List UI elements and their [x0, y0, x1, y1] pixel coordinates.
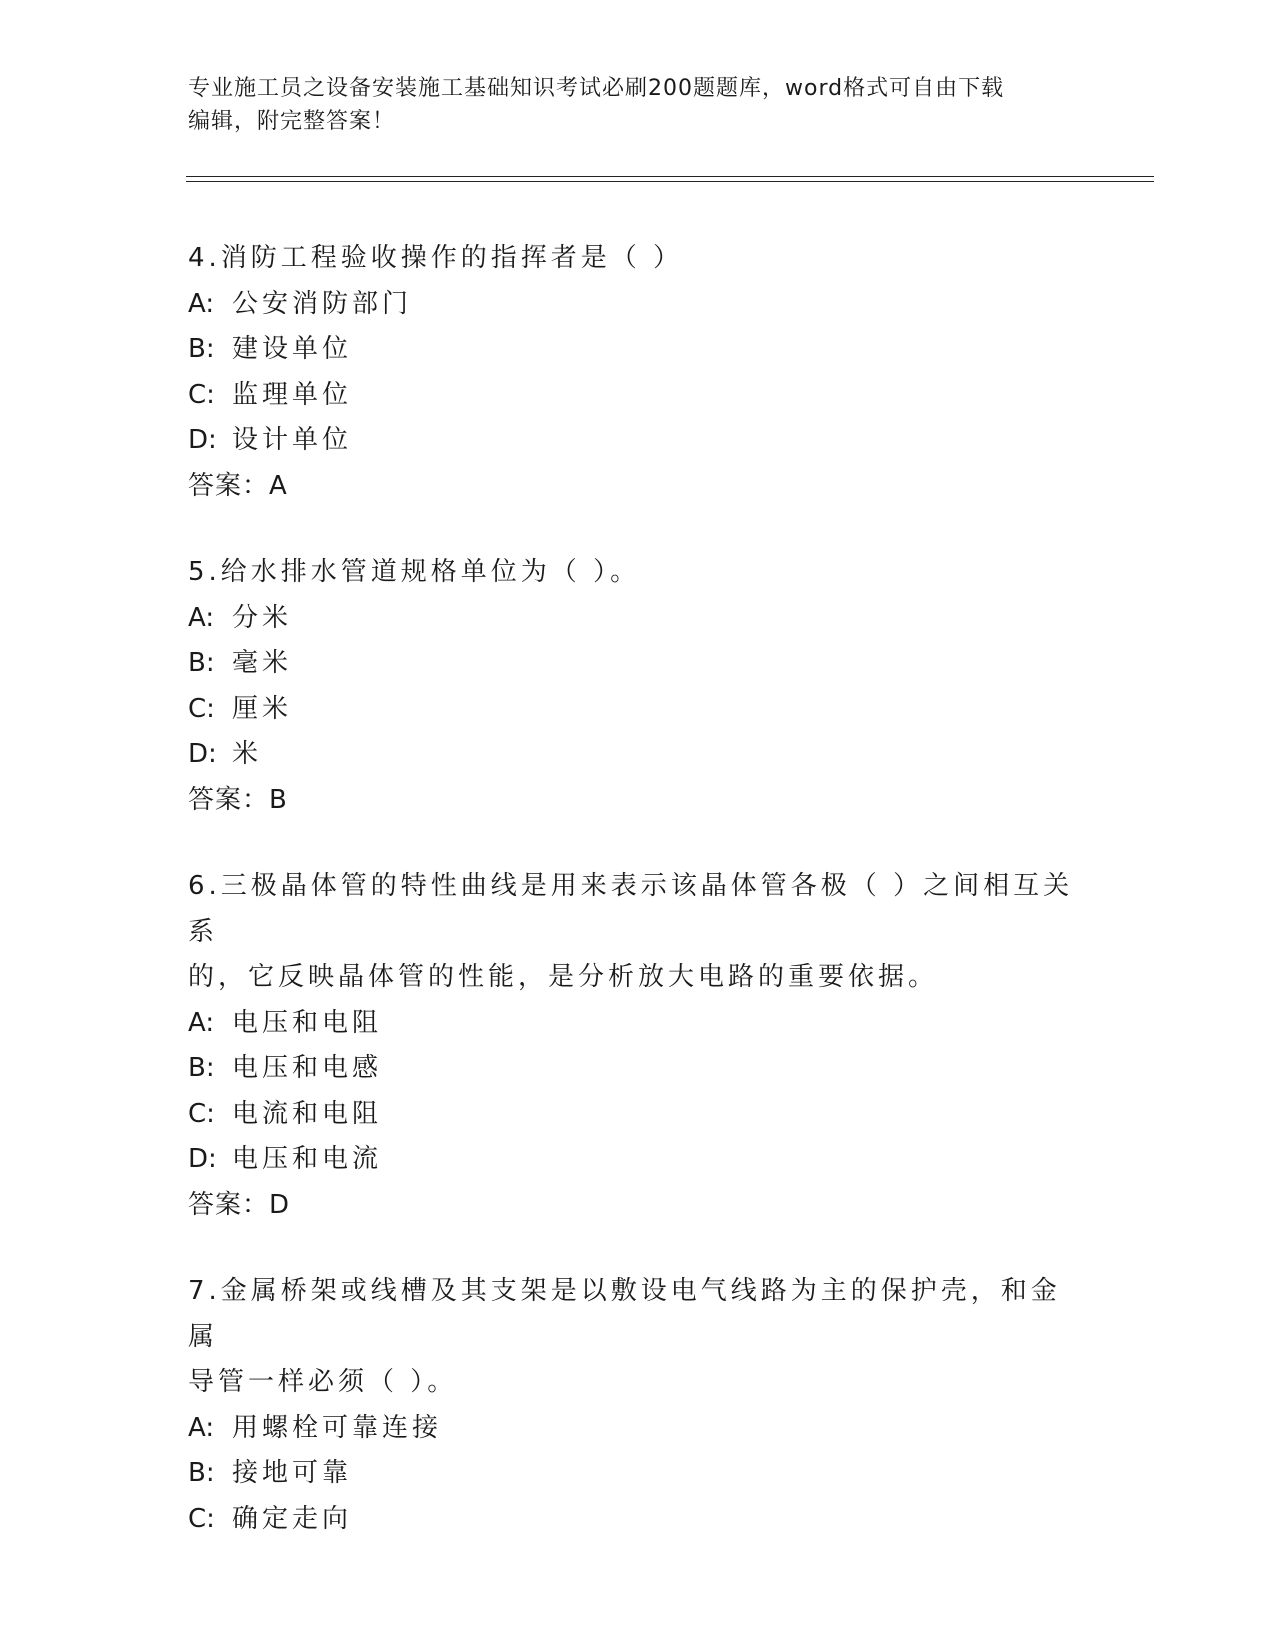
option-letter: B: [188, 648, 215, 678]
option-d [188, 418, 1088, 464]
option-text: 接地可靠 [232, 1458, 353, 1488]
answer-line: 答案：D [188, 1189, 291, 1220]
header-line-1: 专业施工员之设备安装施工基础知识考试必刷200题题库，word格式可自由下载 [188, 76, 1005, 101]
option-text: 米 [232, 739, 263, 769]
option-letter: D: [188, 1144, 217, 1174]
option-letter: D: [188, 739, 217, 769]
option-text: 电压和电感 [232, 1053, 383, 1083]
option-a [188, 596, 1088, 642]
option-text: 监理单位 [232, 379, 353, 410]
question-7 [188, 1269, 1088, 1542]
option-c [188, 687, 1088, 733]
option-b [188, 1046, 1088, 1092]
option-letter: B: [188, 1053, 215, 1083]
document-header [188, 72, 1088, 138]
option-letter: A: [188, 1007, 215, 1038]
answer-line: 答案：B [188, 784, 288, 815]
option-letter: D: [188, 425, 217, 455]
option-text: 公安消防部门 [232, 288, 413, 319]
question-stem [188, 1269, 1088, 1406]
question-stem [188, 864, 1088, 1001]
option-text: 厘米 [232, 693, 293, 724]
option-c [188, 1497, 1088, 1543]
header-divider-bottom [186, 181, 1154, 182]
question-stem [188, 550, 1088, 596]
header-line-2: 编辑，附完整答案！ [188, 109, 396, 134]
option-letter: A: [188, 602, 215, 633]
question-6 [188, 864, 1088, 1228]
option-text: 确定走向 [232, 1503, 353, 1534]
option-text: 设计单位 [232, 425, 353, 455]
option-text: 电压和电流 [232, 1144, 383, 1174]
option-letter: B: [188, 334, 215, 364]
option-letter: C: [188, 1098, 215, 1129]
answer-line: 答案：A [188, 470, 288, 501]
stem-line: 的，它反映晶体管的性能，是分析放大电路的重要依据。 [188, 962, 939, 992]
question-4 [188, 236, 1088, 509]
option-b [188, 1451, 1088, 1497]
option-b [188, 327, 1088, 373]
question-list [188, 236, 1088, 1583]
option-b [188, 641, 1088, 687]
option-text: 电压和电阻 [232, 1007, 383, 1038]
stem-line: 导管一样必须（ ）。 [188, 1367, 458, 1397]
question-stem [188, 236, 1088, 282]
option-letter: C: [188, 693, 215, 724]
option-text: 用螺栓可靠连接 [232, 1412, 443, 1443]
option-letter: A: [188, 1412, 215, 1443]
option-c [188, 1092, 1088, 1138]
stem-line: 5.给水排水管道规格单位为（ ）。 [188, 557, 641, 587]
option-a [188, 1001, 1088, 1047]
option-letter: B: [188, 1458, 215, 1488]
option-text: 分米 [232, 602, 293, 633]
stem-line: 6.三极晶体管的特性曲线是用来表示该晶体管各极（ ）之间相互关系 [188, 871, 1074, 947]
option-d [188, 1137, 1088, 1183]
question-5 [188, 550, 1088, 823]
stem-line: 7.金属桥架或线槽及其支架是以敷设电气线路为主的保护壳，和金属 [188, 1276, 1061, 1352]
option-a [188, 282, 1088, 328]
option-letter: A: [188, 288, 215, 319]
option-text: 电流和电阻 [232, 1098, 383, 1129]
option-text: 毫米 [232, 648, 293, 678]
option-c [188, 373, 1088, 419]
option-a [188, 1406, 1088, 1452]
option-letter: C: [188, 1503, 215, 1534]
option-text: 建设单位 [232, 334, 353, 364]
stem-line: 4.消防工程验收操作的指挥者是（ ） [188, 243, 684, 273]
option-d [188, 732, 1088, 778]
header-divider-top [186, 176, 1154, 177]
option-letter: C: [188, 379, 215, 410]
